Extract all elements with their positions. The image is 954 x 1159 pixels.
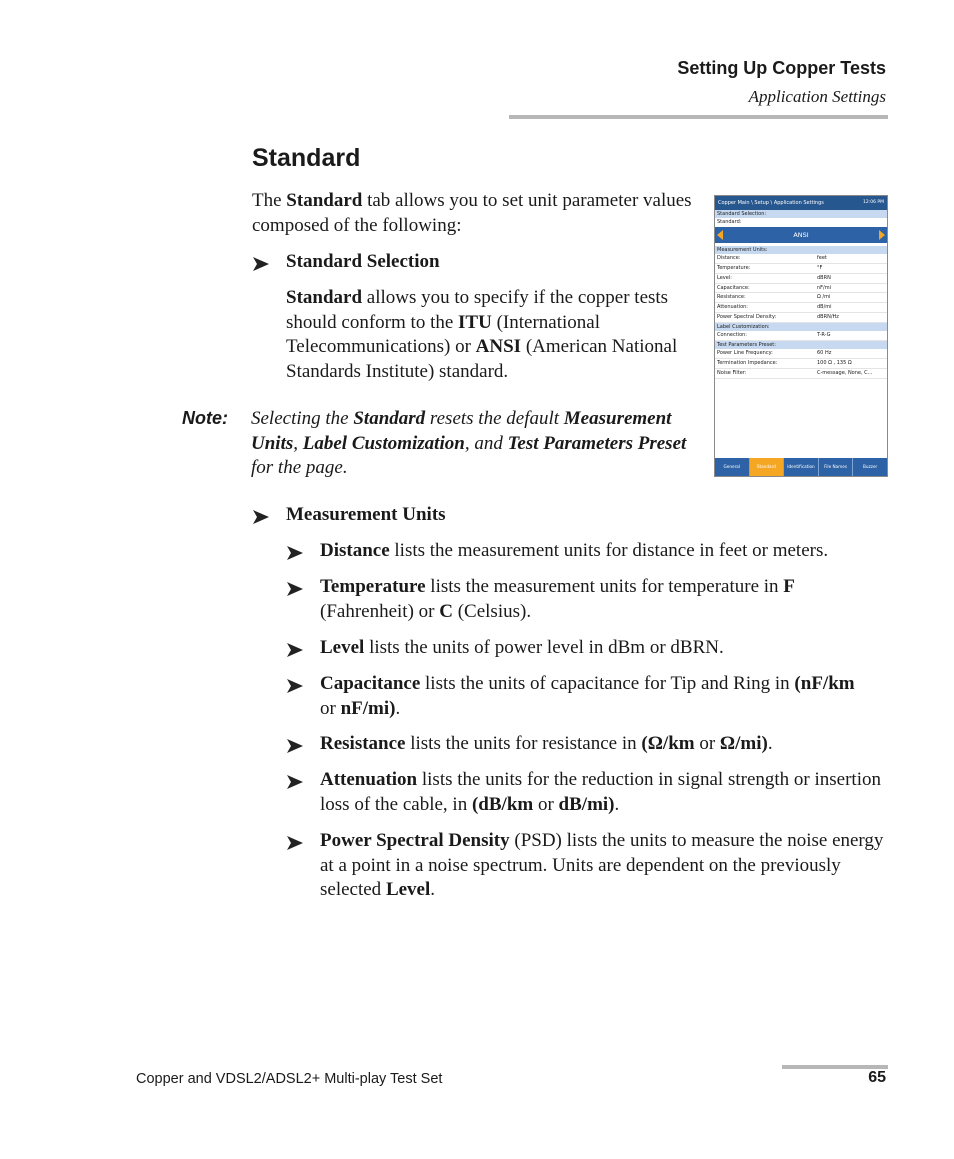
device-clock: 12:06 PM	[863, 200, 884, 205]
running-header-subtitle: Application Settings	[748, 87, 886, 106]
footer-document-title: Copper and VDSL2/ADSL2+ Multi-play Test Set	[136, 1071, 443, 1087]
bullet-arrow-icon	[253, 257, 269, 271]
device-title-bar	[715, 196, 887, 210]
device-standard-value: ANSI	[793, 230, 809, 239]
intro-text: tab allows you to set unit parameter values composed of the following:	[252, 190, 692, 236]
list-item-temperature: Temperature lists the measurement units for temperature in F (Fahrenheit) or C (Celsius).	[320, 576, 795, 622]
standard-selection-paragraph: Standard allows you to specify if the copper tests should conform to the ITU (International Telecommunications) or ANSI (American National Standards Institute) standard.	[286, 287, 678, 382]
bullet-heading-measurement-units: Measurement Units	[286, 504, 446, 525]
bullet-arrow-icon	[287, 643, 303, 657]
list-item-resistance: Resistance lists the units for resistance in (Ω/km or Ω/mi).	[320, 733, 773, 754]
bullet-arrow-icon	[287, 739, 303, 753]
bullet-arrow-icon	[287, 679, 303, 693]
device-units-list	[715, 254, 887, 323]
device-section-label-customization: Label Customization:	[715, 323, 887, 331]
device-screenshot	[714, 195, 888, 477]
intro-bold: Standard	[286, 190, 363, 211]
device-unit-row[interactable]: Temperature: °F	[715, 264, 887, 274]
tab-standard[interactable]: Standard	[750, 458, 785, 476]
note-text: Selecting the Standard resets the default Measurement Units, Label Customization, and Test Parameters Preset for the page.	[251, 408, 687, 478]
bullet-arrow-icon	[287, 546, 303, 560]
device-connection-row[interactable]: Connection: T-R-G	[715, 331, 887, 341]
device-unit-row[interactable]: Level: dBRN	[715, 274, 887, 284]
device-standard-label: Standard:	[717, 219, 742, 225]
arrow-right-icon[interactable]	[879, 230, 885, 240]
device-unit-row[interactable]: Resistance: Ω /mi	[715, 293, 887, 303]
running-header-title: Setting Up Copper Tests	[677, 58, 886, 78]
device-unit-row[interactable]: Power Spectral Density: dBRN/Hz	[715, 313, 887, 323]
bullet-arrow-icon	[253, 510, 269, 524]
list-item-level: Level lists the units of power level in dBm or dBRN.	[320, 637, 724, 658]
bullet-arrow-icon	[287, 836, 303, 850]
list-item-attenuation: Attenuation lists the units for the reduction in signal strength or insertion loss of the cable, in (dB/km or dB/mi).	[320, 769, 881, 815]
device-param-row[interactable]: Noise Filter: C-message, None, C...	[715, 369, 887, 379]
device-unit-row[interactable]: Attenuation: dB/mi	[715, 303, 887, 313]
list-item-distance: Distance lists the measurement units for distance in feet or meters.	[320, 540, 829, 561]
device-param-row[interactable]: Power Line Frequency: 60 Hz	[715, 349, 887, 359]
intro-paragraph	[252, 189, 697, 238]
tab-file-names[interactable]: File Names	[819, 458, 854, 476]
list-item-power-spectral-density: Power Spectral Density (PSD) lists the units to measure the noise energy at a point in a noise spectrum. Units are dependent on the previously selected Level.	[320, 830, 884, 900]
note-label: Note:	[182, 408, 228, 428]
device-section-measurement-units: Measurement Units:	[715, 246, 887, 254]
tab-buzzer[interactable]: Buzzer	[863, 464, 878, 469]
device-section-test-parameters: Test Parameters Preset:	[715, 341, 887, 349]
device-breadcrumb: Copper Main \ Setup \ Application Settings	[718, 200, 824, 206]
bullet-heading-standard-selection: Standard Selection	[286, 251, 440, 272]
device-unit-row[interactable]: Distance: feet	[715, 254, 887, 264]
device-unit-row[interactable]: Capacitance: nF/mi	[715, 284, 887, 294]
bullet-arrow-icon	[287, 582, 303, 596]
device-standard-selector[interactable]	[715, 227, 887, 243]
intro-text: The	[252, 190, 287, 211]
page-number: 65	[868, 1069, 886, 1086]
tab-general[interactable]: General	[715, 458, 750, 476]
tab-identification[interactable]: Identification	[784, 458, 819, 476]
arrow-left-icon[interactable]	[717, 230, 723, 240]
device-tab-bar	[715, 458, 887, 476]
header-rule	[509, 115, 888, 119]
list-item-capacitance: Capacitance lists the units of capacitance for Tip and Ring in (nF/km or nF/mi).	[320, 673, 855, 719]
section-title: Standard	[252, 144, 361, 172]
device-section-standard-selection: Standard Selection:	[715, 210, 887, 218]
bullet-arrow-icon	[287, 775, 303, 789]
device-param-row[interactable]: Termination Impedance: 100 Ω , 135 Ω	[715, 359, 887, 369]
